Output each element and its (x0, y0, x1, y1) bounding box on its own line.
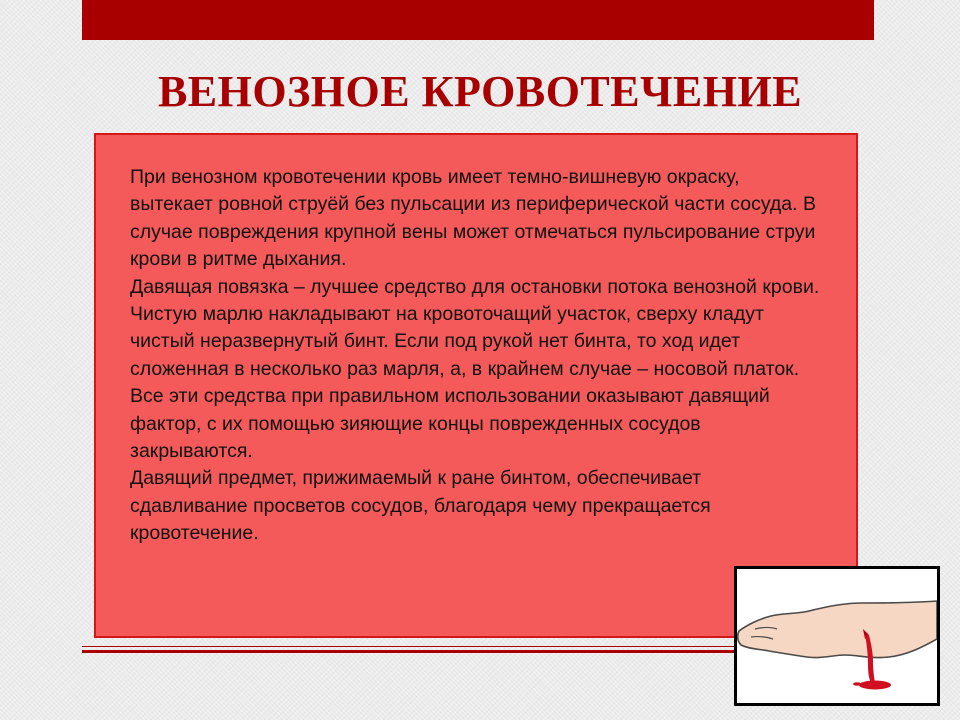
bleeding-forearm-icon (737, 569, 937, 703)
paragraph-venous-description: При венозном кровотечении кровь имеет темно-вишневую окраску, вытекает ровной струёй без пульсации из периферической части сосуда. В случае повреждения крупной вены может отмечаться пульсирование струи крови в ритме дыхания. (130, 166, 816, 271)
forearm-shape (738, 601, 937, 658)
blood-drop (853, 682, 861, 686)
paragraph-pressure-bandage: Давящая повязка – лучшее средство для остановки потока венозной крови. Чистую марлю накладывают на кровоточащий участок, сверху кладут чистый неразвернутый бинт. Если под рукой нет бинта, то ход идет сложенная в несколько раз марля, а, в крайнем случае – носовой платок. Все эти средства при правильном использовании оказывают давящий фактор, с их помощью зияющие концы поврежденных сосудов закрываются. (130, 275, 820, 463)
top-accent-bar (82, 0, 874, 40)
blood-pool (859, 681, 891, 690)
divider-thin (82, 646, 742, 647)
divider-thick (82, 650, 742, 653)
content-text (130, 164, 820, 548)
slide-title: ВЕНОЗНОЕ КРОВОТЕЧЕНИЕ (157, 67, 803, 116)
paragraph-pressing-object: Давящий предмет, прижимаемый к ране бинтом, обеспечивает сдавливание просветов сосудов, благодаря чему прекращается кровотечение. (130, 467, 711, 545)
bleeding-forearm-illustration (734, 566, 940, 706)
